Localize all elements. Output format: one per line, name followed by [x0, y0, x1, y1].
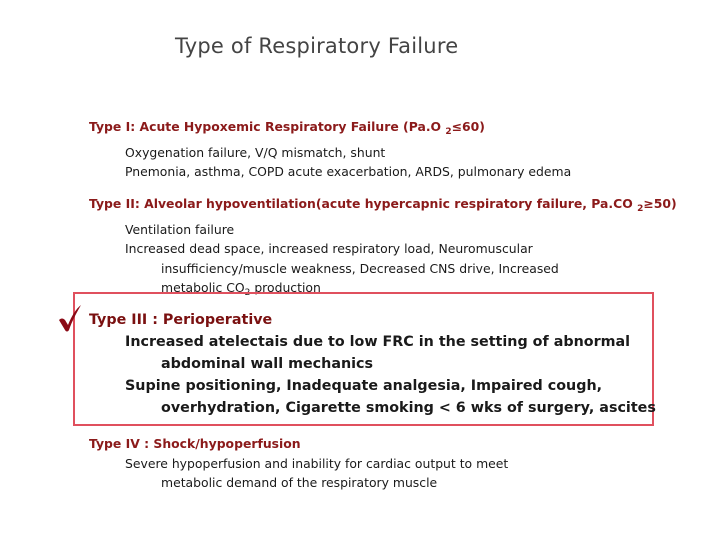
type-3-line: Increased atelectais due to low FRC in the setting of abnormal [125, 334, 631, 350]
type-1-heading: Type I: Acute Hypoxemic Respiratory Failure (Pa.O $_2$≤60) [89, 119, 485, 137]
type-4-heading: Type IV : Shock/hypoperfusion [89, 436, 301, 451]
type-2-line: insufficiency/muscle weakness, Decreased CNS drive, Increased [161, 260, 559, 276]
type-4-line: metabolic demand of the respiratory muscle [161, 475, 438, 491]
type-3-line: abdominal wall mechanics [161, 356, 374, 372]
type-4-section [89, 434, 508, 493]
checkmark-icon [57, 303, 83, 333]
subscript: 2 [445, 127, 452, 137]
subscript: 2 [637, 204, 644, 214]
page-title: Type of Respiratory Failure [175, 34, 459, 58]
type-3-line: overhydration, Cigarette smoking < 6 wks of surgery, ascites [161, 400, 656, 416]
type-3-heading: Type III : Perioperative [89, 312, 273, 328]
type-2-line: Ventilation failure [125, 221, 235, 237]
type-2-heading: Type II: Alveolar hypoventilation(acute hypercapnic respiratory failure, Pa.CO $_2$≥50) [89, 196, 677, 214]
type-3-section [89, 309, 656, 419]
type-1-line: Pnemonia, asthma, COPD acute exacerbation, ARDS, pulmonary edema [125, 164, 572, 180]
type-1-section [89, 117, 571, 182]
subscript: 2 [244, 288, 251, 299]
type-2-line: Increased dead space, increased respiratory load, Neuromuscular [125, 241, 533, 257]
type-2-line: metabolic $CO_2$ production [161, 280, 321, 299]
type-1-line: Oxygenation failure, V/Q mismatch, shunt [125, 144, 386, 160]
type-3-line: Supine positioning, Inadequate analgesia, Impaired cough, [125, 378, 603, 394]
type-2-section [89, 194, 677, 304]
type-4-line: Severe hypoperfusion and inability for cardiac output to meet [125, 455, 509, 471]
